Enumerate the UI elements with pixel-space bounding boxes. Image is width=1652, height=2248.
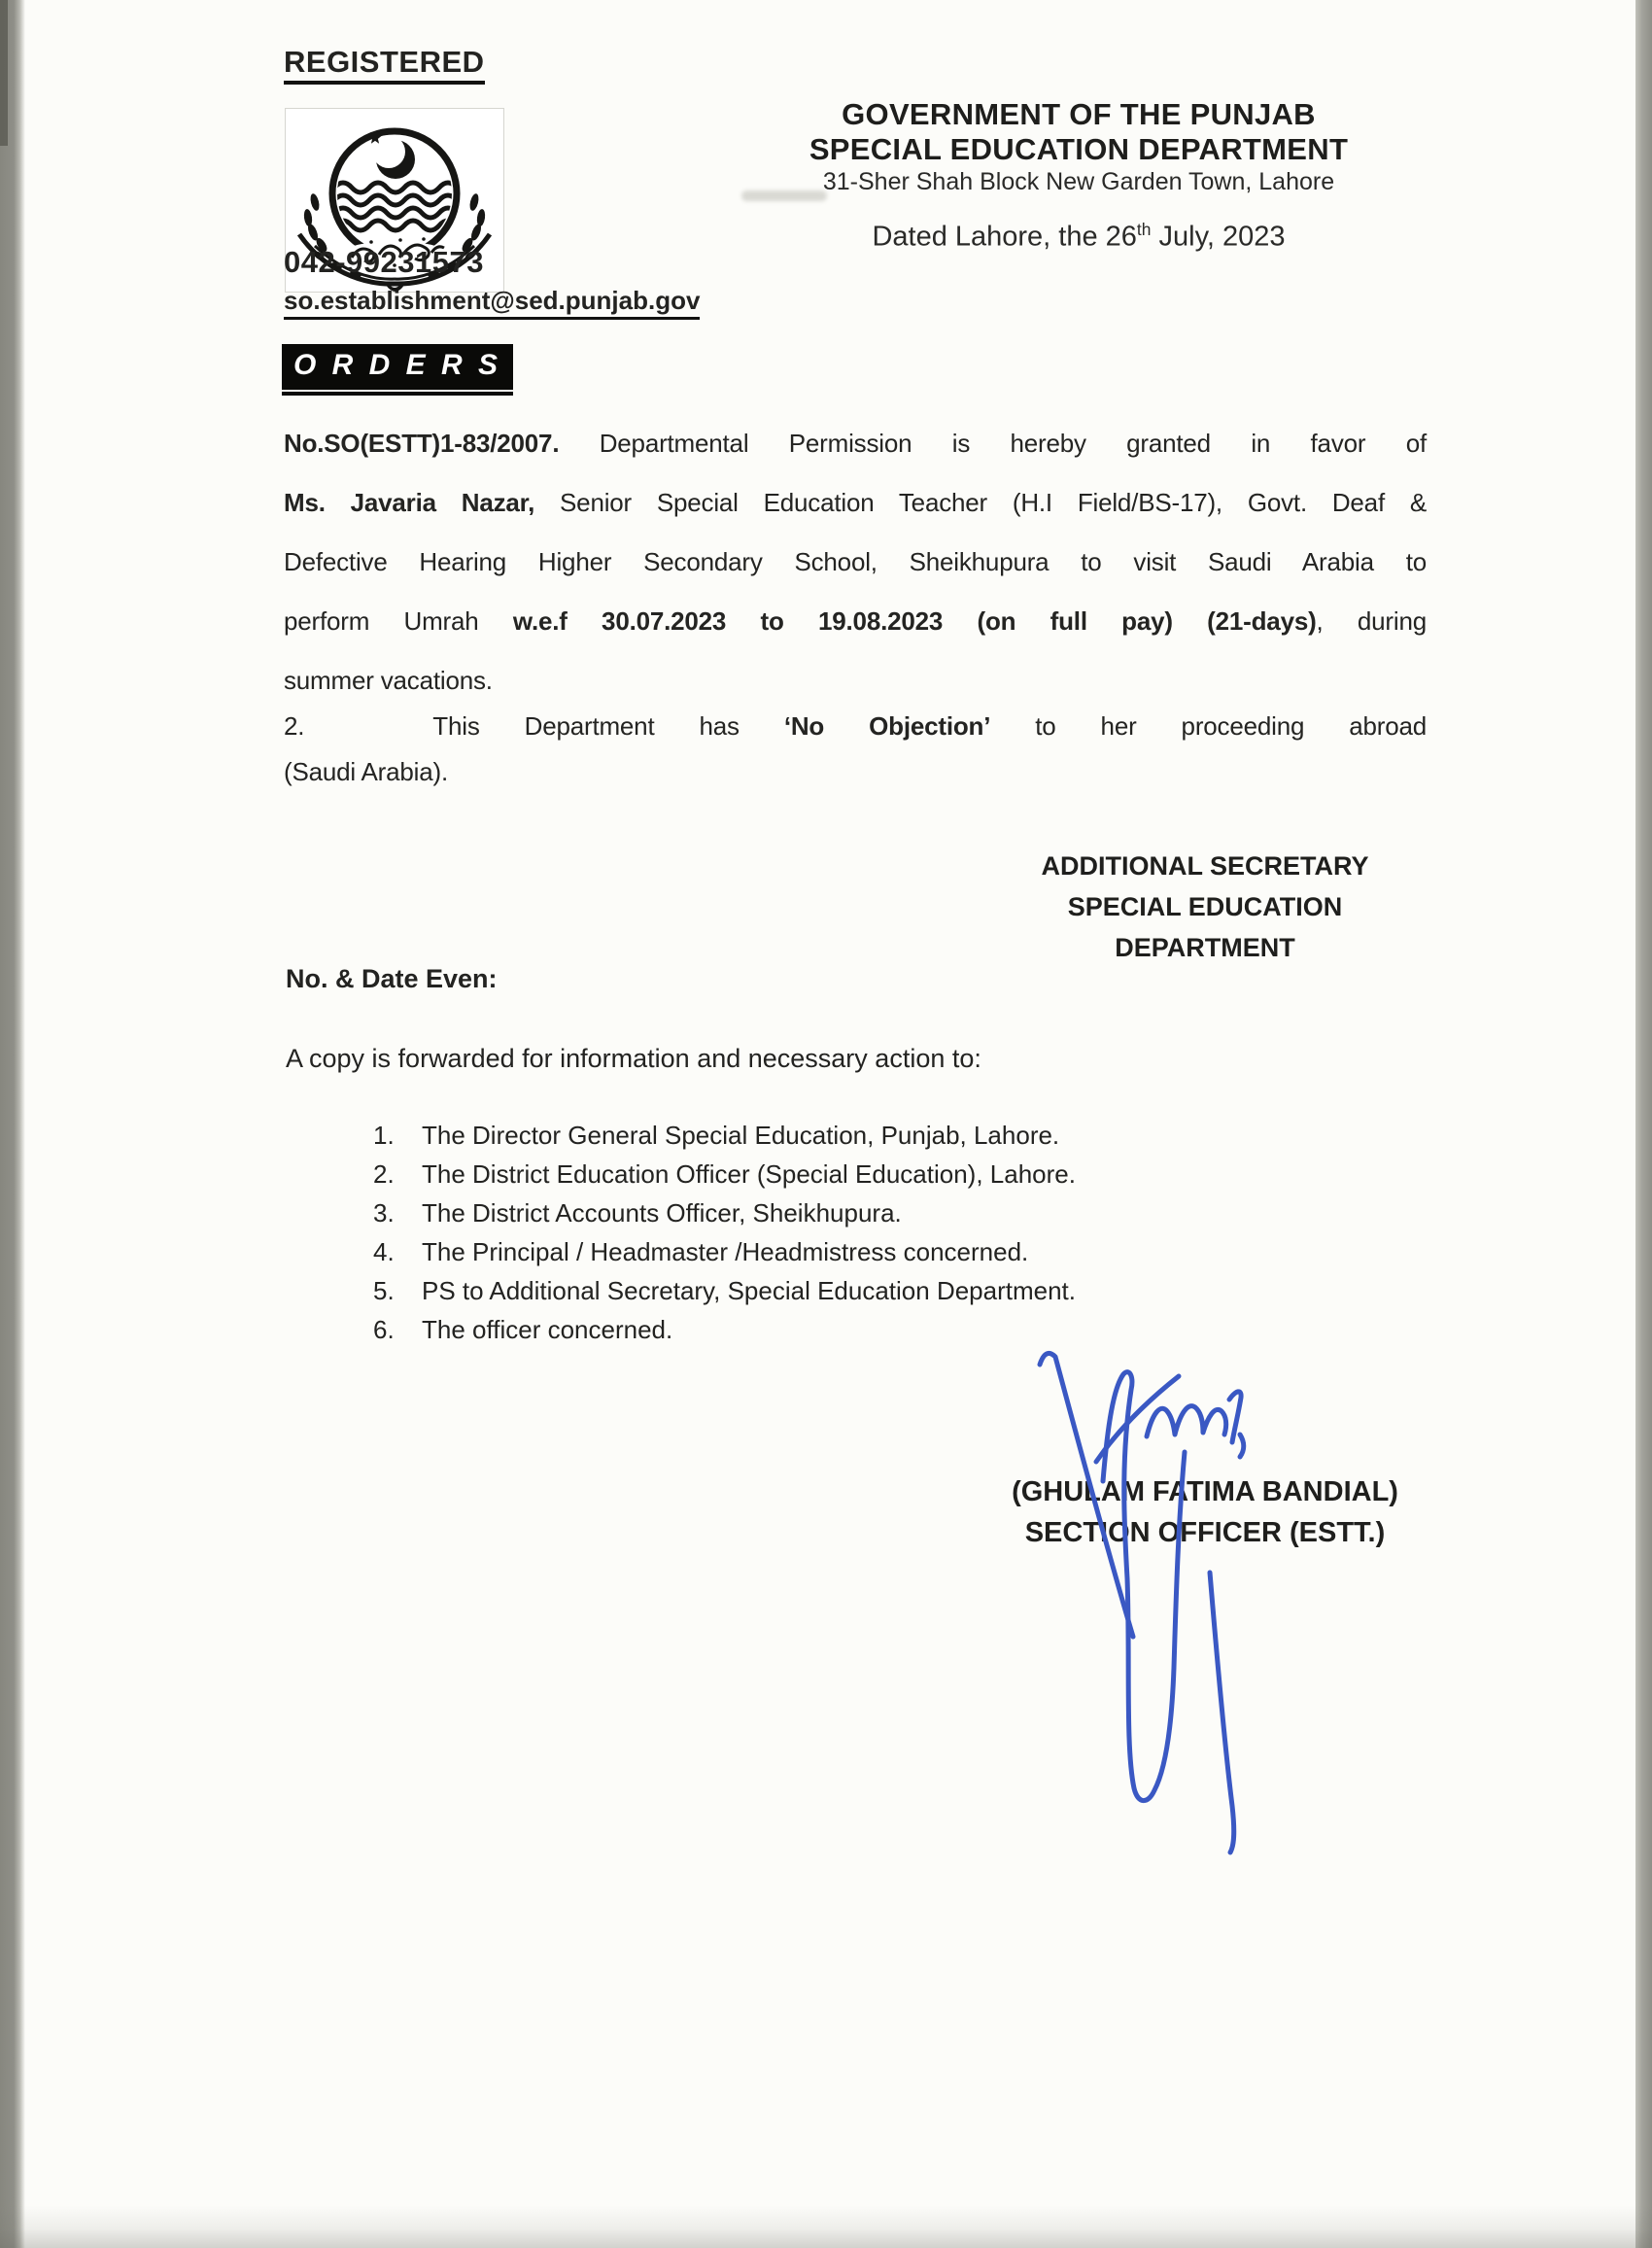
signature-ink	[1011, 1333, 1263, 1878]
list-text: The District Accounts Officer, Sheikhupura.	[422, 1198, 902, 1228]
order-number: No.SO(ESTT)1-83/2007.	[284, 429, 560, 458]
letterhead	[756, 97, 1401, 254]
signatory-line: SPECIAL EDUCATION	[1067, 892, 1343, 921]
no-objection-phrase: ‘No Objection’	[783, 711, 991, 741]
phone-number: 042-99231573	[284, 245, 484, 279]
list-item	[373, 1271, 1076, 1310]
list-text: The Principal / Headmaster /Headmistress concerned.	[422, 1237, 1029, 1266]
paragraph-line	[284, 704, 1427, 749]
signatory-title: SECTION OFFICER (ESTT.)	[1024, 1517, 1386, 1548]
scan-edge-left	[0, 0, 25, 2248]
list-number: 1.	[373, 1121, 395, 1150]
date-text: Dated Lahore, the 26	[872, 221, 1137, 253]
list-text: PS to Additional Secretary, Special Education Department.	[422, 1276, 1077, 1305]
date-line	[756, 220, 1401, 254]
department-address: 31-Sher Shah Block New Garden Town, Lahore	[822, 168, 1335, 195]
orders-title: O R D E R S	[282, 344, 513, 390]
order-text: Departmental Permission is hereby granted in favor of	[559, 429, 1427, 458]
list-item	[373, 1193, 1076, 1232]
list-number: 6.	[373, 1315, 395, 1344]
list-number: 2.	[373, 1159, 395, 1189]
leave-dates: w.e.f 30.07.2023 to 19.08.2023 (on full pay) (21-days)	[512, 606, 1317, 636]
distribution-list	[373, 1116, 1076, 1349]
order-text: , during	[1316, 606, 1427, 636]
list-text: The officer concerned.	[422, 1315, 673, 1344]
order-line	[284, 592, 1427, 651]
list-number: 4.	[373, 1237, 395, 1266]
date-ordinal: th	[1136, 220, 1152, 239]
order-line: Defective Hearing Higher Secondary School, Sheikhupura to visit Saudi Arabia to	[284, 547, 1427, 576]
signatory-line: ADDITIONAL SECRETARY	[1041, 851, 1369, 881]
list-text: The Director General Special Education, Punjab, Lahore.	[422, 1121, 1060, 1150]
email-address: so.establishment@sed.punjab.gov	[284, 286, 700, 320]
list-text: The District Education Officer (Special Education), Lahore.	[422, 1159, 1076, 1189]
order-line: summer vacations.	[284, 666, 493, 695]
order-line	[284, 414, 1427, 473]
list-number: 5.	[373, 1276, 395, 1305]
order-text: Senior Special Education Teacher (H.I Field/BS-17), Govt. Deaf &	[534, 488, 1427, 517]
no-and-date-label: No. & Date Even:	[286, 964, 498, 993]
paragraph-number: 2.	[284, 711, 305, 741]
paragraph-text: to her proceeding abroad	[990, 711, 1427, 741]
department-name: SPECIAL EDUCATION DEPARTMENT	[809, 132, 1349, 166]
signatory-line: DEPARTMENT	[1115, 933, 1295, 962]
teacher-name: Ms. Javaria Nazar,	[284, 488, 535, 517]
order-paragraph	[284, 414, 1427, 710]
signatory-name: (GHULAM FATIMA BANDIAL)	[1012, 1476, 1398, 1507]
no-objection-paragraph	[284, 704, 1427, 795]
list-item	[373, 1232, 1076, 1271]
scan-edge-corner	[0, 0, 8, 146]
list-item	[373, 1310, 1076, 1349]
crescent-and-star-icon	[368, 131, 415, 179]
forwarding-line: A copy is forwarded for information and necessary action to:	[286, 1044, 981, 1073]
scan-edge-bottom	[0, 2205, 1652, 2248]
list-item	[373, 1116, 1076, 1155]
waves-icon	[334, 183, 457, 230]
order-line	[284, 473, 1427, 533]
order-text: perform Umrah	[284, 606, 513, 636]
signatory-designation	[991, 846, 1419, 968]
list-number: 3.	[373, 1198, 395, 1228]
date-text-suffix: July, 2023	[1151, 221, 1286, 253]
paragraph-text: This Department has	[432, 711, 784, 741]
government-name: GOVERNMENT OF THE PUNJAB	[842, 97, 1316, 131]
orders-heading	[282, 344, 513, 396]
scan-edge-right	[1635, 0, 1652, 2248]
paragraph-line: (Saudi Arabia).	[284, 757, 448, 786]
registered-label: REGISTERED	[284, 45, 485, 85]
list-item	[373, 1155, 1076, 1193]
